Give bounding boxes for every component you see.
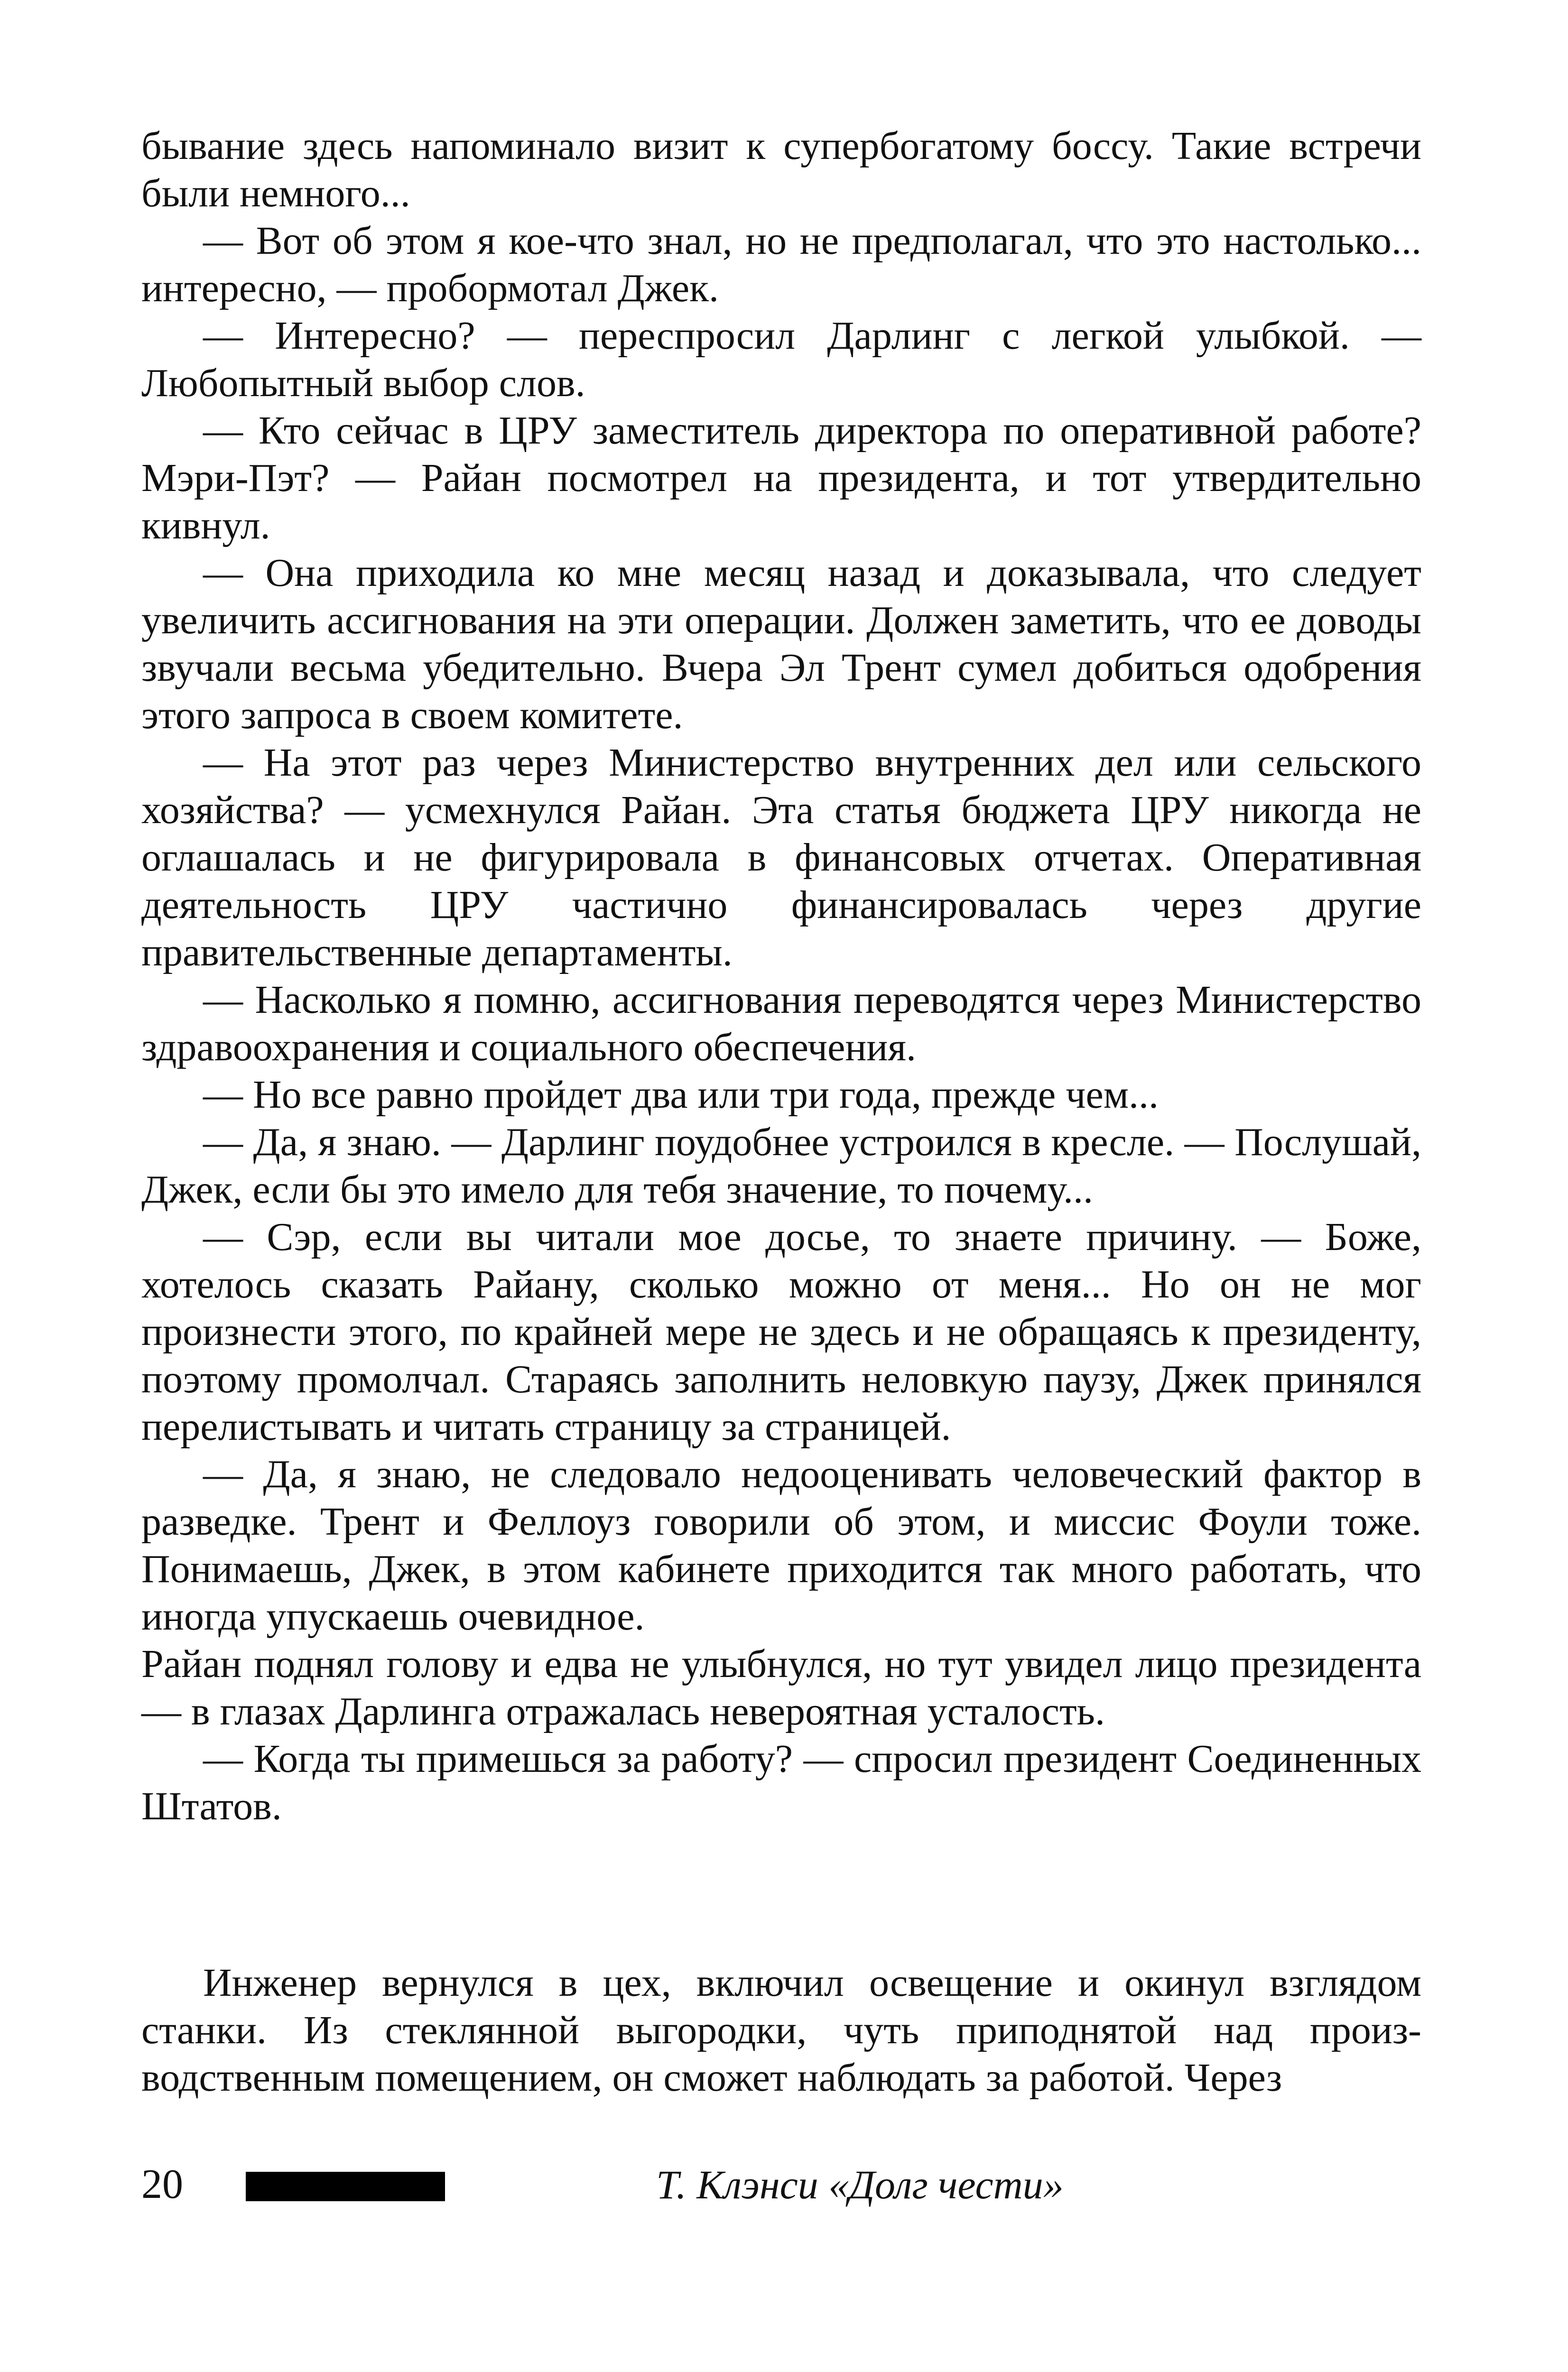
paragraph: — На этот раз через Министерство внутренних дел или сельского хозяйства? — усмехнулся Райан. Эта статья бюджета ЦРУ никогда не оглашалась и не фигурировала в финансовых отчетах. Оперативная деятельность ЦРУ частично финансировалась через другие правительственные департаменты. — [141, 741, 1421, 974]
paragraph: — Сэр, если вы читали мое досье, то знаете причину. — Боже, хотелось сказать Райану, сколько можно от меня... Но он не мог произнести этого, по крайней мере не здесь и не обращаясь к президенту, поэтому промолчал. Стараясь заполнить неловкую паузу, Джек принялся перелистывать и читать страницу за страницей. — [141, 1215, 1421, 1449]
paragraph: Райан поднял голову и едва не улыбнулся, но тут увидел лицо президента — в глазах Дарлинга отражалась невероятная усталость. — [141, 1642, 1421, 1733]
paragraph: бывание здесь напоминало визит к супербогатому боссу. Такие встречи были немного... — [141, 124, 1421, 215]
paragraph: — Да, я знаю, не следовало недооценивать человеческий фактор в разведке. Трент и Феллоуз говорили об этом, и миссис Фоули тоже. Понимаешь, Джек, в этом кабинете приходится так много работать, что иногда упускаешь очевидное. — [141, 1452, 1421, 1639]
paragraph: — Кто сейчас в ЦРУ заместитель директора по оперативной работе? Мэри-Пэт? — Райан посмотрел на президента, и тот утвердительно кивнул. — [141, 408, 1421, 547]
footer-decorative-bar — [246, 2172, 445, 2201]
page-number: 20 — [141, 2161, 183, 2207]
section-text — [141, 1959, 1421, 2102]
main-text — [141, 122, 1421, 1830]
paragraph: — Вот об этом я кое-что знал, но не предполагал, что это настолько... интересно, — пробормотал Джек. — [141, 219, 1421, 310]
running-title: Т. Клэнси «Долг чести» — [656, 2162, 1064, 2207]
paragraph: — Но все равно пройдет два или три года, прежде чем... — [203, 1073, 1159, 1117]
page-footer — [141, 2159, 1421, 2211]
paragraph: — Да, я знаю. — Дарлинг поудобнее устроился в кресле. — Послушай, Джек, если бы это имело для тебя значение, то почему... — [141, 1120, 1421, 1212]
paragraph: — Интересно? — переспросил Дарлинг с легкой улыбкой. — Любопытный выбор слов. — [141, 314, 1421, 405]
paragraph: Инженер вернулся в цех, включил освещение и окинул взглядом станки. Из стеклянной выгородки, чуть приподнятой над производственным помещением, он сможет наблюдать за работой. Через — [141, 1961, 1421, 2100]
paragraph: — Насколько я помню, ассигнования переводятся через Министерство здравоохранения и социального обеспечения. — [141, 978, 1421, 1069]
paragraph: — Когда ты примешься за работу? — спросил президент Соединенных Штатов. — [141, 1737, 1421, 1828]
paragraph: — Она приходила ко мне месяц назад и доказывала, что следует увеличить ассигнования на эти операции. Должен заметить, что ее доводы звучали весьма убедительно. Вчера Эл Трент сумел добиться одобрения этого запроса в своем комитете. — [141, 551, 1421, 737]
